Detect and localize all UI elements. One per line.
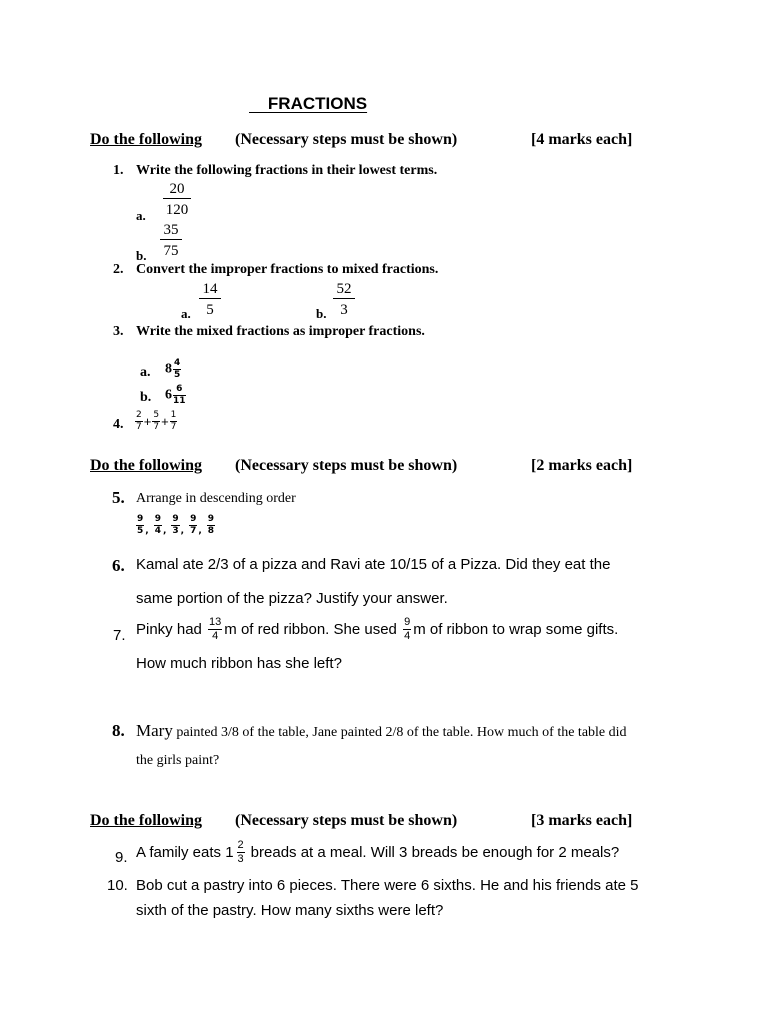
q7-denominator: 4 [404,630,411,642]
q5-numerator: 9 [172,514,179,524]
q3b-numerator: 6 [173,385,186,396]
q9-text-pre: A family eats 1 [136,844,234,861]
q7-fraction-red [208,617,222,642]
q7-numerator: 13 [209,616,222,628]
q7-text-post: m of ribbon to wrap some gifts. [413,621,619,638]
q5-denominator: 3 [172,526,179,536]
q8-line1-rest: painted 3/8 of the table, Jane painted 2/8 of the table. How much of the table did [172,725,627,740]
q3-number: 3. [113,324,124,339]
q5-denominator: 8 [207,526,215,536]
q8-first-word: Mary [136,721,173,740]
q5-numerator: 9 [137,514,144,524]
q5-fraction [171,515,179,536]
section-2-marks: [2 marks each] [531,457,633,474]
q4-denominator: 7 [136,422,142,432]
section-2-note: (Necessary steps must be shown) [235,457,458,474]
q10-text-line2: sixth of the pastry. How many sixths were left? [136,902,444,919]
q5-numerator: 9 [207,514,215,524]
q5-number: 5. [112,488,125,507]
q4-numerator: 1 [170,410,177,420]
section-2-heading [90,457,202,475]
q6-number: 6. [112,556,125,575]
q2b-denominator: 3 [333,298,355,319]
plus-sign: + [161,414,169,429]
q9-text-post: breads at a meal. Will 3 breads be enough for 2 meals? [250,844,620,861]
q5-denominator: 5 [137,526,144,536]
q9-fraction [237,840,245,865]
q1a-denominator: 120 [163,198,191,219]
q2a-label: a. [181,306,191,321]
q6-text-line2: same portion of the pizza? Justify your answer. [136,590,448,607]
section-heading: Do the following [90,457,202,474]
q7-number: 7. [113,627,126,644]
q3a-fraction [173,359,181,380]
q7-text-line2: How much ribbon has she left? [136,655,342,672]
q5-denominator: 7 [190,526,197,536]
section-heading: Do the following [90,812,202,829]
q8-number: 8. [112,721,125,740]
section-3-heading [90,812,202,830]
section-heading: Do the following [90,131,202,148]
q5-fraction-list: $\frac{9}{5}$ , $\frac{9}{4}$ , $\frac{9}{3}$ , $\frac{9}{7}$ , $\frac{9}{8}$ [137,514,215,536]
q7-text-mid: m of red ribbon. She used [224,621,397,638]
section-1-marks: [4 marks each] [531,131,633,148]
q2a-numerator: 14 [202,281,218,297]
q3b-whole: 6 [165,387,172,403]
q7-fraction-used [403,617,411,642]
q1b-numerator: 35 [163,222,179,238]
q10-number: 10. [107,877,128,894]
q5-numerator: 9 [154,514,161,524]
section-3-marks: [3 marks each] [531,812,633,829]
q9-number: 9. [115,849,128,866]
q3b-denominator: 11 [173,396,186,406]
q10-text-line1: Bob cut a pastry into 6 pieces. There were 6 sixths. He and his friends ate 5 [136,877,639,894]
q3b-mixed [165,385,187,406]
q4-denominator: 7 [153,422,160,432]
q1b-fraction [160,222,182,260]
q4-denominator: 7 [170,422,177,432]
q3a-mixed [165,359,182,380]
q4-numerator: 2 [136,410,142,420]
q1b-label: b. [136,248,147,263]
q4-fraction [152,411,160,432]
q3a-denominator: 5 [174,370,181,380]
section-3-note: (Necessary steps must be shown) [235,812,458,829]
q5-numerator: 9 [190,514,197,524]
q3a-label: a. [140,365,151,380]
plus-sign: + [143,414,152,429]
q1-text: Write the following fractions in their lowest terms. [136,163,438,178]
q2b-fraction [333,281,355,319]
q5-fraction [136,515,144,536]
q9-numerator: 2 [237,839,244,851]
q2-text: Convert the improper fractions to mixed fractions. [136,262,439,277]
q4-number: 4. [113,417,124,432]
section-1-note: (Necessary steps must be shown) [235,131,458,148]
q7-text-pre: Pinky had [136,621,202,638]
q3-text: Write the mixed fractions as improper fractions. [136,324,425,339]
q2-number: 2. [113,262,124,277]
q3b-label: b. [140,390,152,405]
q5-fraction [154,515,162,536]
q7-numerator: 9 [404,616,411,628]
q7-denominator: 4 [212,630,219,642]
q9-text [136,840,619,865]
q8-text-line2: the girls paint? [136,753,220,768]
q5-fraction [207,515,215,536]
q4-numerator: 5 [153,410,160,420]
q3a-whole: 8 [165,361,172,377]
q1a-fraction [163,181,191,219]
q3b-fraction [173,385,186,406]
q5-text: Arrange in descending order [136,491,296,506]
q3a-numerator: 4 [174,358,181,368]
q5-fraction [189,515,197,536]
q6-text-line1: Kamal ate 2/3 of a pizza and Ravi ate 10/15 of a Pizza. Did they eat the [136,556,611,573]
q8-text-line1 [136,721,627,741]
q9-denominator: 3 [237,853,244,865]
q2a-denominator: 5 [199,298,221,319]
q4-fraction [135,411,143,432]
q2b-label: b. [316,306,327,321]
q4-fraction [170,411,178,432]
q2a-fraction [199,281,221,319]
q5-denominator: 4 [154,526,161,536]
q4-expression [134,411,178,432]
q1a-numerator: 20 [169,181,185,197]
q1-number: 1. [113,163,124,178]
section-1-heading [90,131,202,149]
q7-text-line1 [136,617,618,642]
q1b-denominator: 75 [160,239,182,260]
page-title: FRACTIONS [267,94,368,113]
q1a-label: a. [136,208,146,223]
q2b-numerator: 52 [336,281,352,297]
